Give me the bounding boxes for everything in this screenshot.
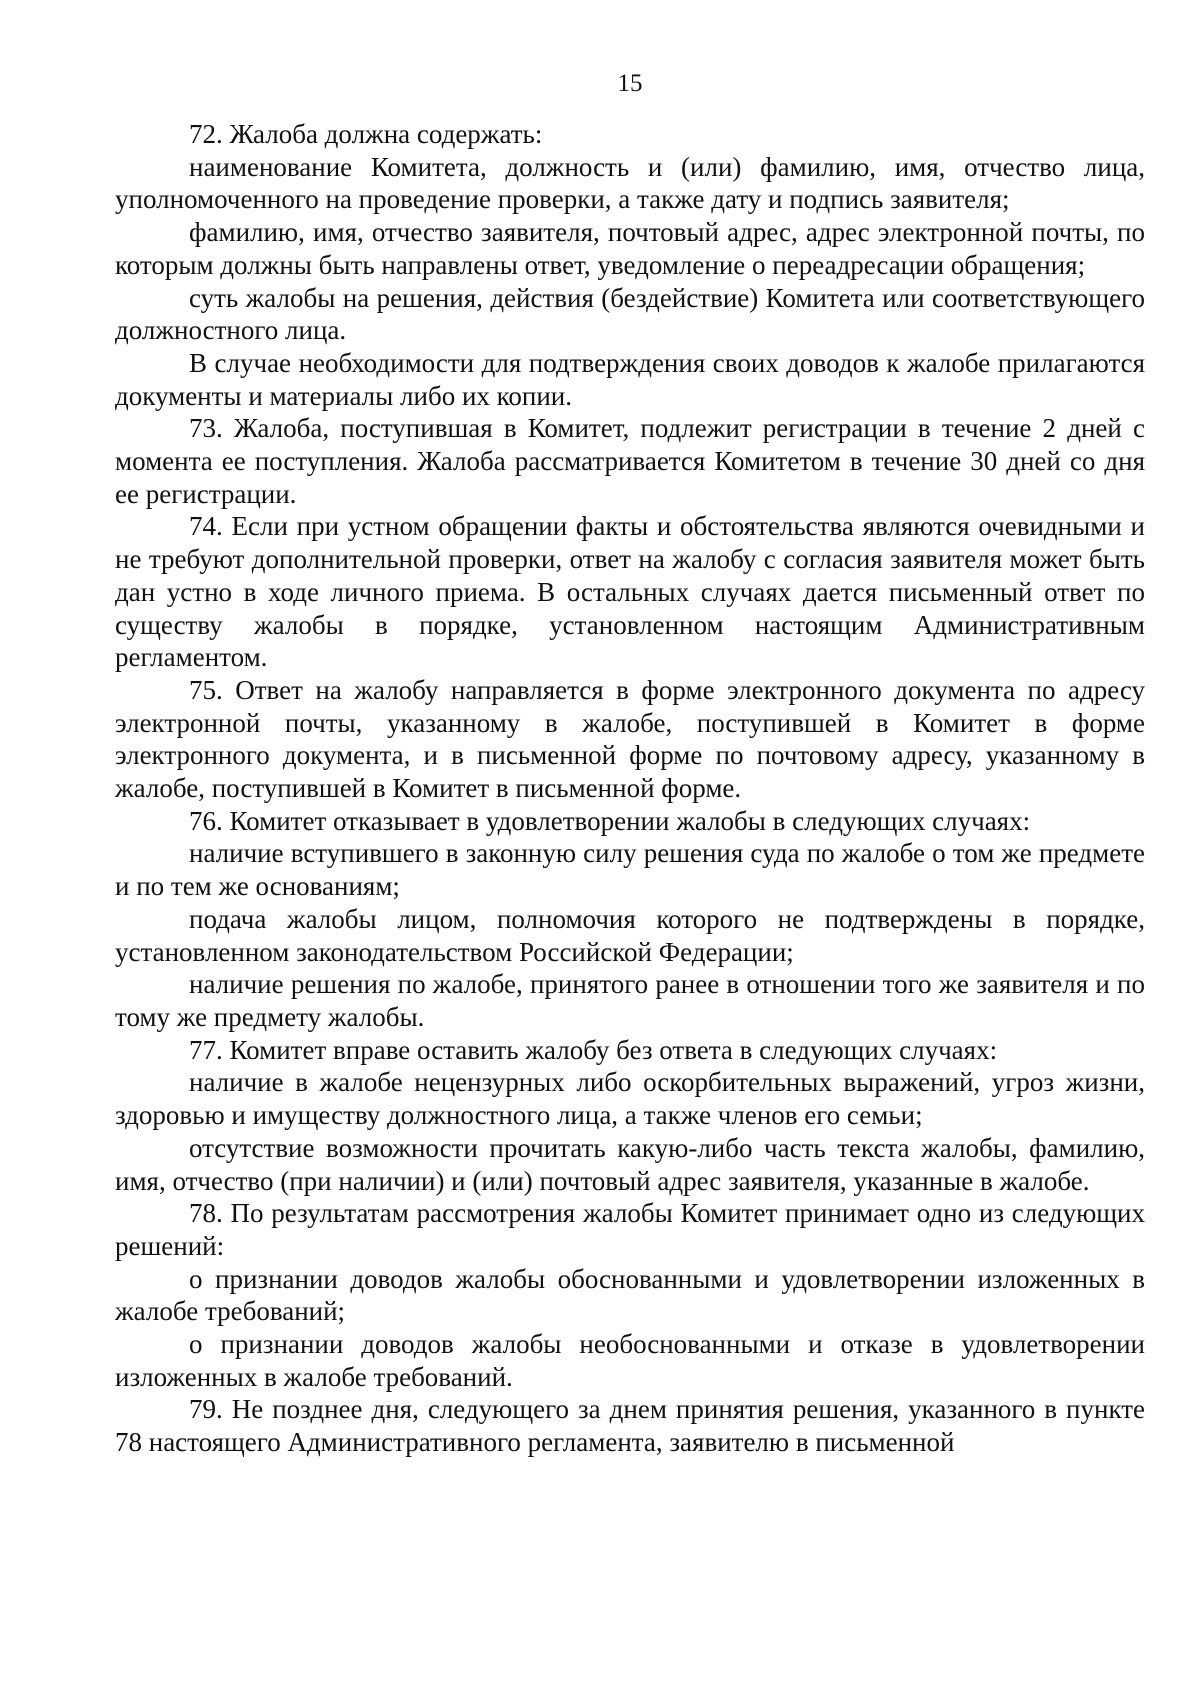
paragraph-72-heading: 72. Жалоба должна содержать: bbox=[189, 119, 543, 149]
paragraph-77-item-2: отсутствие возможности прочитать какую-либо часть текста жалобы, фамилию, имя, отчество (при наличии) и (или) почтовый адрес заявителя, указанные в жалобе. bbox=[115, 1132, 1145, 1196]
paragraph-75: 75. Ответ на жалобу направляется в форме электронного документа по адресу электронной почты, указанному в жалобе, поступившей в Комитет в форме электронного документа, и в письменной форме по почтовому адресу, указанному в жалобе, поступившей в Комитет в письменной форме. bbox=[115, 674, 1145, 804]
body-text bbox=[115, 118, 1145, 1459]
paragraph-74: 74. Если при устном обращении факты и обстоятельства являются очевидными и не требуют дополнительной проверки, ответ на жалобу с согласия заявителя может быть дан устно в ходе личного приема. В остальных случаях дается письменный ответ по существу жалобы в порядке, установленном настоящим Административным регламентом. bbox=[115, 511, 1145, 673]
paragraph-76-item-1: наличие вступившего в законную силу решения суда по жалобе о том же предмете и по тем же основаниям; bbox=[115, 838, 1145, 902]
paragraph-76-heading: 76. Комитет отказывает в удовлетворении жалобы в следующих случаях: bbox=[189, 805, 1031, 836]
paragraph-72-item-2: фамилию, имя, отчество заявителя, почтовый адрес, адрес электронной почты, по которым должны быть направлены ответ, уведомление о переадресации обращения; bbox=[115, 217, 1145, 280]
paragraph-78-item-1: о признании доводов жалобы обоснованными и удовлетворении изложенных в жалобе требований; bbox=[115, 1263, 1145, 1327]
paragraph-77-heading: 77. Комитет вправе оставить жалобу без ответа в следующих случаях: bbox=[189, 1034, 998, 1065]
paragraph-78-item-2: о признании доводов жалобы необоснованными и отказе в удовлетворении изложенных в жалобе требований. bbox=[115, 1329, 1145, 1392]
paragraph-77-item-1: наличие в жалобе нецензурных либо оскорбительных выражений, угроз жизни, здоровью и имуществу должностного лица, а также членов его семьи; bbox=[115, 1067, 1145, 1131]
paragraph-78-heading: 78. По результатам рассмотрения жалобы Комитет принимает одно из следующих решений: bbox=[115, 1198, 1145, 1261]
paragraph-73: 73. Жалоба, поступившая в Комитет, подлежит регистрации в течение 2 дней с момента ее поступления. Жалоба рассматривается Комитетом в течение 30 дней со дня ее регистрации. bbox=[115, 413, 1145, 509]
paragraph-72-attachments: В случае необходимости для подтверждения своих доводов к жалобе прилагаются документы и материалы либо их копии. bbox=[115, 347, 1145, 411]
paragraph-79: 79. Не позднее дня, следующего за днем принятия решения, указанного в пункте 78 настоящего Административного регламента, заявителю в письменной bbox=[115, 1394, 1145, 1458]
page-number: 15 bbox=[617, 70, 643, 97]
paragraph-72-item-1: наименование Комитета, должность и (или) фамилию, имя, отчество лица, уполномоченного на проведение проверки, а также дату и подпись заявителя; bbox=[115, 151, 1145, 215]
paragraph-76-item-3: наличие решения по жалобе, принятого ранее в отношении того же заявителя и по тому же предмету жалобы. bbox=[115, 969, 1145, 1032]
paragraph-76-item-2: подача жалобы лицом, полномочия которого не подтверждены в порядке, установленном законодательством Российской Федерации; bbox=[115, 903, 1145, 967]
paragraph-72-item-3: суть жалобы на решения, действия (бездействие) Комитета или соответствующего должностного лица. bbox=[115, 282, 1145, 346]
